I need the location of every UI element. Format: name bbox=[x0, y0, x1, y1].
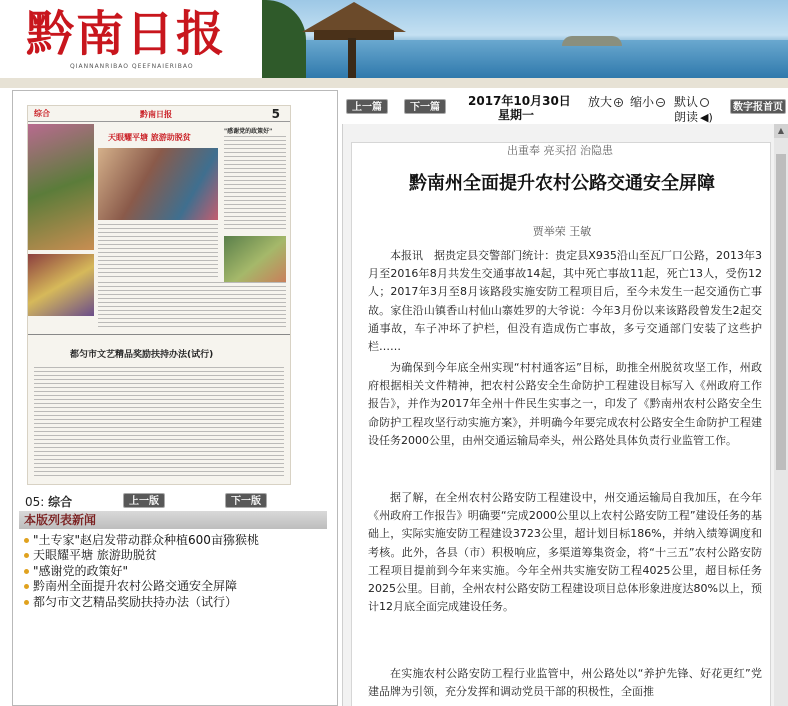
zoom-out-label: 缩小 bbox=[630, 95, 655, 109]
page-name-label: 综合 bbox=[48, 495, 73, 509]
read-aloud-label: 朗读 bbox=[674, 110, 699, 124]
thumbnail-headline-3: 都匀市文艺精品奖励扶持办法(试行) bbox=[70, 350, 214, 360]
zoom-out-control[interactable] bbox=[630, 93, 665, 110]
scrollbar-thumb[interactable] bbox=[776, 154, 786, 470]
thumbnail-photo-right bbox=[224, 236, 286, 282]
thumbnail-photo-bottom bbox=[28, 254, 94, 316]
digital-paper-home-button[interactable]: 数字报首页 bbox=[730, 99, 786, 114]
zoom-in-label: 放大 bbox=[588, 95, 613, 109]
issue-date: 2017年10月30日 bbox=[468, 94, 571, 108]
previous-page-button[interactable]: 上一版 bbox=[123, 493, 165, 508]
article-paragraph: 在实施农村公路安防工程行业监管中，州公路处以“养护先锋、好花更红”党建品牌为引领，充分发挥和调动党员干部的积极性，全面推 bbox=[368, 667, 762, 699]
newspaper-logo[interactable]: 黔南日报 bbox=[26, 6, 227, 62]
scroll-up-arrow-icon[interactable]: ▲ bbox=[774, 124, 788, 138]
default-size-label: 默认 bbox=[674, 95, 699, 109]
thumbnail-section: 综合 bbox=[34, 109, 50, 118]
speaker-icon: ◀) bbox=[700, 111, 713, 124]
article-pane[interactable] bbox=[342, 124, 788, 706]
page-thumbnail[interactable] bbox=[27, 105, 291, 485]
next-page-button[interactable]: 下一版 bbox=[225, 493, 267, 508]
article-scrollbar[interactable] bbox=[774, 124, 788, 706]
page-navigator-panel bbox=[12, 90, 338, 706]
previous-article-tail: 出重奉 亮买招 治隐患 bbox=[507, 144, 613, 157]
article-toolbar bbox=[342, 90, 788, 124]
next-article-button[interactable]: 下一篇 bbox=[404, 99, 446, 114]
thumbnail-header bbox=[28, 106, 290, 122]
article-paragraph: 为确保到今年底全州实现“村村通客运”目标，助推全州脱贫攻坚工作，州政府根据相关文件精神，把农村公路安全生命防护工程建设目标写入《州政府工作报告》，并作为2017年全州十件民生实事之一，印发了《黔南州农村公路安全生命防护工程攻坚行动实施方案》，并明确今年要完成农村公路安全生命防护工程建设任务2000公里，由州交通运输局牵头，州公路处具体负责行业监管工作。 bbox=[368, 361, 762, 447]
thumbnail-page-number: 5 bbox=[271, 107, 280, 121]
article-paragraph: 本报讯 据贵定县交警部门统计：贵定县X935沿山至瓦厂口公路，2013年3月至2016年8月共发生交通事故14起，其中死亡事故11起，死亡13人，受伤12人；2017年3月至8月该路段实施安防工程项目后，至今未发生一起交通伤亡事故。家住沿山镇香山村仙山寨姓罗的大爷说：今年3月份以来该路段曾发生2起交通事故，车子冲坏了护栏，但没有造成伤亡事故，多亏交通部门安装了这些护栏…… bbox=[368, 249, 762, 354]
thumbnail-photo-main bbox=[98, 148, 218, 220]
site-header bbox=[0, 0, 788, 78]
read-aloud-control[interactable] bbox=[674, 108, 713, 125]
thumbnail-headline-2: "感谢党的政策好" bbox=[224, 128, 273, 135]
thumbnail-photo-left bbox=[28, 124, 94, 250]
news-list bbox=[23, 533, 323, 610]
minus-circle-icon: − bbox=[657, 98, 664, 107]
article-byline: 贾举荣 王敏 bbox=[532, 225, 592, 238]
header-divider bbox=[0, 78, 788, 88]
article-title: 黔南州全面提升农村公路交通安全屏障 bbox=[409, 173, 715, 194]
logo-subtitle: QIANNANRIBAO QEEFNAIERIBAO bbox=[70, 63, 194, 70]
article-content bbox=[351, 142, 771, 706]
thumbnail-headline-1: 天眼耀平塘 旅游助脱贫 bbox=[108, 133, 191, 142]
current-page-label bbox=[25, 493, 72, 510]
previous-article-button[interactable]: 上一篇 bbox=[346, 99, 388, 114]
news-list-title: 本版列表新闻 bbox=[19, 511, 327, 529]
article-paragraph: 据了解，在全州农村公路安防工程建设中，州交通运输局自我加压，在今年《州政府工作报告》明确要“完成2000公里以上农村公路安防工程”建设任务的基础上，实际实施安防工程建设3723公里，超计划目标186%，并纳入绩筹调度和考核。此外，各县（市）积极响应，多渠道筹集资金，将“十三五”农村公路安防工程项目提前到今年来实施。今年全州共实施安防工程4025公里，超目标任务2025公里。目前，全州农村公路安防工程建设项目总体形象进度达80%以上，预计12月底全面完成建设任务。 bbox=[368, 491, 762, 614]
news-list-item[interactable]: 黔南州全面提升农村公路交通安全屏障 bbox=[23, 579, 323, 594]
zoom-in-control[interactable] bbox=[588, 93, 623, 110]
news-list-item[interactable]: "土专家"赵启发带动群众种植600亩猕猴桃 bbox=[23, 533, 323, 548]
plus-circle-icon: + bbox=[615, 98, 622, 107]
news-list-item[interactable]: 天眼耀平塘 旅游助脱贫 bbox=[23, 548, 323, 563]
news-list-item[interactable]: "感谢党的政策好" bbox=[23, 564, 323, 579]
issue-weekday: 星期一 bbox=[498, 108, 535, 122]
news-list-item[interactable]: 都匀市文艺精品奖励扶持办法（试行） bbox=[23, 595, 323, 610]
thumbnail-masthead: 黔南日报 bbox=[140, 109, 172, 119]
page-number-label: 05: bbox=[25, 495, 45, 509]
radio-icon bbox=[700, 98, 709, 107]
thumbnail-lower-article bbox=[28, 334, 291, 485]
header-banner-image bbox=[262, 0, 788, 78]
